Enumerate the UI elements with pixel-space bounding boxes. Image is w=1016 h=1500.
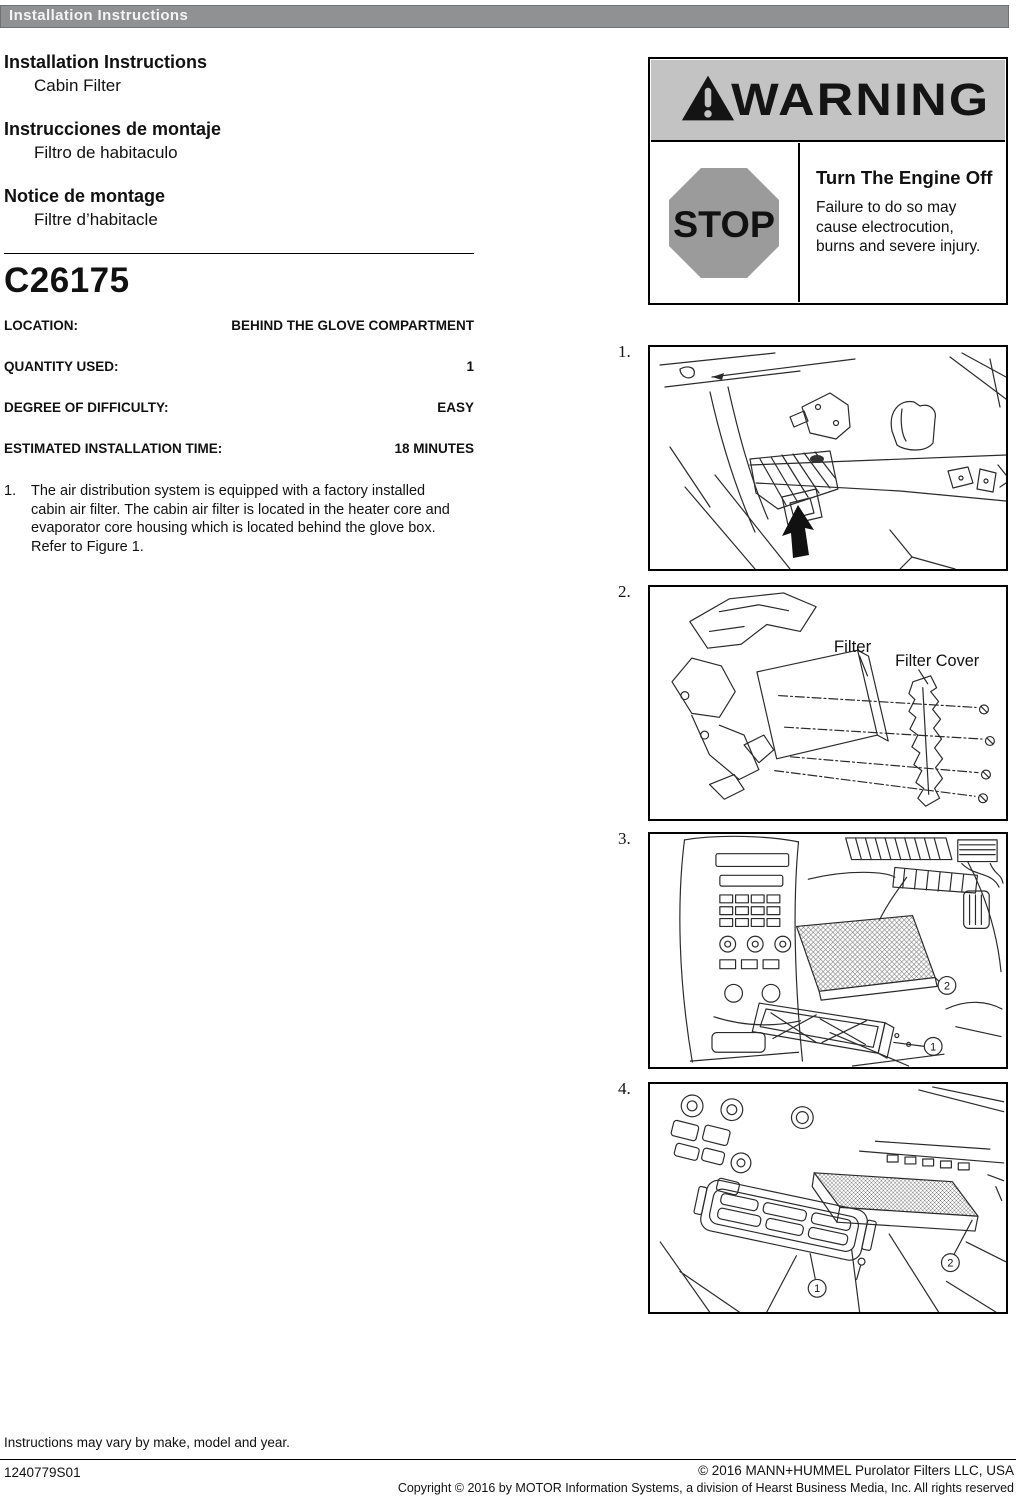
title-block-english [4, 52, 474, 95]
spec-label: DEGREE OF DIFFICULTY: [4, 400, 169, 415]
stop-text: STOP [673, 203, 775, 245]
instruction-step-1 [4, 482, 474, 556]
step-number: 1. [4, 483, 17, 499]
spec-row-quantity [4, 359, 474, 375]
warning-triangle-icon [680, 73, 736, 128]
spec-value: 1 [466, 359, 474, 374]
spec-value: EASY [437, 400, 474, 415]
warning-band [651, 60, 1005, 142]
title-french: Notice de montage [4, 186, 166, 206]
subtitle-french: Filtre d’habitacle [34, 210, 158, 229]
footer-note: Instructions may vary by make, model and year. [4, 1435, 290, 1450]
screw-icon [982, 770, 991, 779]
spec-label: LOCATION: [4, 318, 78, 333]
page-header-bar [0, 5, 1009, 28]
warning-body: Failure to do so may cause electrocution, burns and severe injury. [816, 199, 981, 255]
title-block-spanish [4, 119, 474, 162]
step-text: The air distribution system is equipped with a factory installed cabin air filter. The cabin air filter is located in the heater core and evaporator core housing which is located behind the glove box. Refer to Figure 1. [31, 483, 450, 555]
callout-2: 2 [947, 1257, 954, 1270]
callout-1: 1 [814, 1283, 821, 1296]
direction-arrowhead [712, 373, 724, 380]
filter-label: Filter [833, 637, 872, 657]
pointer-arrow [782, 505, 814, 558]
spec-table [4, 318, 474, 457]
spec-value: BEHIND THE GLOVE COMPARTMENT [231, 318, 474, 333]
footer-divider [0, 1459, 1016, 1460]
spec-row-location [4, 318, 474, 334]
spec-value: 18 MINUTES [394, 441, 474, 456]
screw-icon [985, 737, 994, 746]
stop-sign-icon [650, 143, 800, 302]
warning-lower [650, 143, 1006, 302]
spec-label: QUANTITY USED: [4, 359, 119, 374]
part-number: C26175 [4, 261, 130, 300]
title-block-french [4, 186, 474, 229]
figure-4-illustration [648, 1082, 1008, 1314]
figure-1-illustration [648, 345, 1008, 571]
page-header-title: Installation Instructions [9, 7, 189, 24]
spec-label: ESTIMATED INSTALLATION TIME: [4, 441, 223, 456]
title-english: Installation Instructions [4, 52, 208, 72]
figure-3-illustration [648, 832, 1008, 1069]
figure-1-number: 1. [618, 342, 631, 361]
figure-4-number: 4. [618, 1079, 631, 1098]
warning-heading: Turn The Engine Off [816, 167, 993, 188]
warning-title: WARNING [730, 74, 991, 125]
warning-text-cell [800, 143, 1006, 302]
left-column [4, 52, 474, 556]
subtitle-spanish: Filtro de habitaculo [34, 143, 178, 162]
figure-2-illustration [648, 585, 1008, 821]
screw-icon [979, 794, 988, 803]
document-number: 1240779S01 [4, 1465, 81, 1480]
figure-3-number: 3. [618, 829, 631, 848]
title-spanish: Instrucciones de montaje [4, 119, 222, 139]
subtitle-english: Cabin Filter [34, 76, 121, 95]
warning-box [648, 57, 1008, 305]
figure-2-number: 2. [618, 582, 631, 601]
spec-row-time [4, 441, 474, 457]
callout-2: 2 [943, 980, 950, 993]
copyright-line-1: © 2016 MANN+HUMMEL Purolator Filters LLC, USA [698, 1463, 1014, 1478]
screw-icon [980, 705, 989, 714]
copyright-line-2: Copyright © 2016 by MOTOR Information Systems, a division of Hearst Business Media, Inc. All rights reserved [397, 1481, 1014, 1495]
callout-1: 1 [930, 1041, 937, 1054]
filter-cover-label: Filter Cover [895, 651, 980, 670]
spec-row-difficulty [4, 400, 474, 416]
divider [4, 253, 474, 254]
